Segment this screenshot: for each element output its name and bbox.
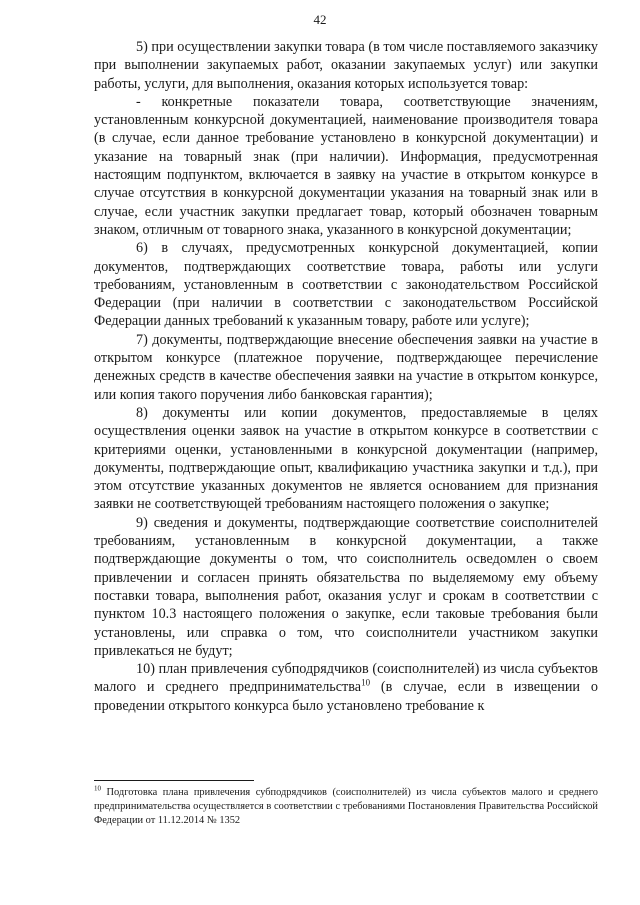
paragraph-item-10-text: 10) план привлечения субподрядчиков (соисполнителей) из числа субъектов малого и среднего предпринимательства (94, 661, 598, 696)
paragraph-product-indicators: - конкретные показатели товара, соответствующие значениям, установленным конкурсной документацией, наименование производителя товара (в случае, если данное требование установлено в конкурсной документации) и указание на товарный знак (при наличии). Информация, предусмотренная настоящим подпунктом, включается в заявку на участие в открытом конкурсе в случае отсутствия в конкурсной документации указания на товарный знак или в случае, если участник закупки предлагает товар, который обозначен товарным знаком, отличным от товарного знака, указанного в конкурсной документации; (94, 93, 598, 238)
paragraph-item-5: 5) при осуществлении закупки товара (в том числе поставляемого заказчику при выполнении закупаемых работ, оказании закупаемых услуг) или закупки работы, услуги, для выполнения, оказания которых используется товар: (94, 39, 598, 92)
paragraph-item-10-continuation: (в случае, если в извещении о проведении открытого конкурса было установлено требование к (94, 679, 598, 714)
document-body (94, 38, 598, 715)
footnote-reference[interactable]: 10 (361, 677, 371, 688)
paragraph-item-6: 6) в случаях, предусмотренных конкурсной документацией, копии документов, подтверждающих соответствие товара, работы или услуги требованиям, установленным в соответствии с законодательством Российской Федерации (при наличии в соответствии с законодательством Российской Федерации данных требований к указанным товару, работе или услуге); (94, 240, 598, 330)
paragraph-item-9: 9) сведения и документы, подтверждающие соответствие соисполнителей требованиям, установленным в конкурсной документации, а также подтверждающие документы о том, что соисполнитель осведомлен о своем привлечении и согласен принять обязательства по выделяемому ему объему поставки товара, выполнения работ, оказания услуг и срокам в соответствии с пунктом 10.3 настоящего положения о закупке, если таковые требования были установлены, или справка о том, что соисполнители участником закупки привлекаться не будут; (94, 514, 598, 659)
footnote-text: Подготовка плана привлечения субподрядчиков (соисполнителей) из числа субъектов малого и среднего предпринимательства осуществляется в соответствии с требованиями Постановления Правительства Российской Федерации от 11.12.2014 № 1352 (94, 787, 598, 827)
page-number: 42 (313, 12, 327, 27)
footnote-divider (94, 780, 254, 781)
paragraph-item-10 (94, 660, 598, 715)
paragraph-item-7: 7) документы, подтверждающие внесение обеспечения заявки на участие в открытом конкурсе (платежное поручение, подтверждающее перечисление денежных средств в качестве обеспечения заявки на участие в открытом конкурсе, или копия такого поручения либо банковская гарантия); (94, 331, 598, 403)
footnote (94, 786, 598, 829)
paragraph-item-8: 8) документы или копии документов, предоставляемые в целях осуществления оценки заявок на участие в открытом конкурсе в соответствии с критериями оценки, установленными в конкурсной документации (например, документы, подтверждающие опыт, квалификацию участника закупки и т.д.), при этом отсутствие указанных документов не является основанием для признания заявки не соответствующей требованиям настоящего положения о закупке; (94, 404, 598, 513)
footnote-marker: 10 (94, 784, 101, 793)
